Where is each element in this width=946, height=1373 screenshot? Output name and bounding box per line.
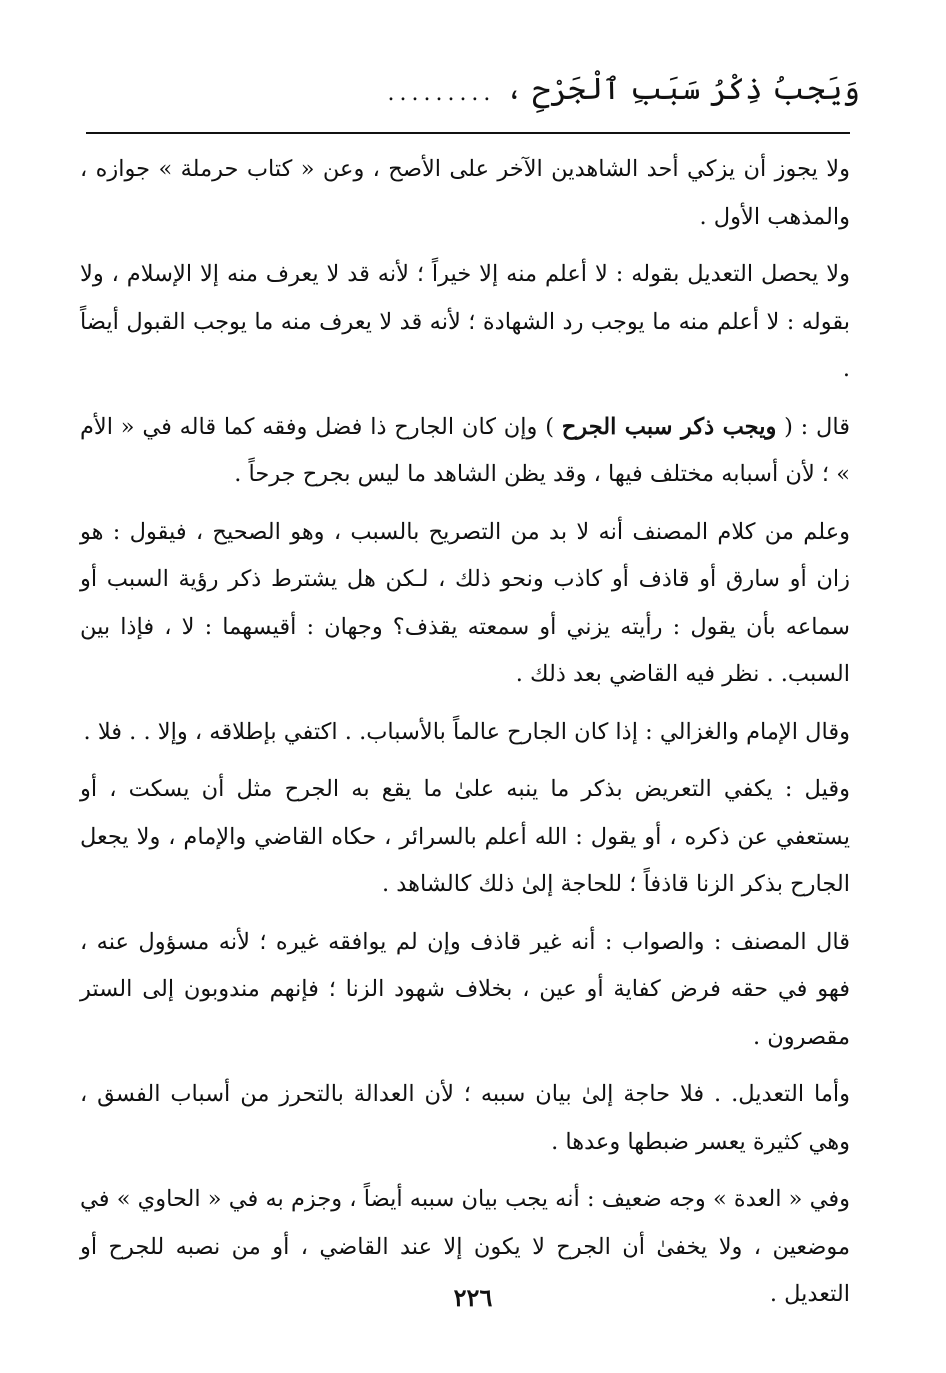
paragraph: ولا يجوز أن يزكي أحد الشاهدين الآخر على الأصح ، وعن « كتاب حرملة » جوازه ، والمذهب الأول .: [80, 156, 850, 230]
page-body: [80, 146, 850, 1329]
paragraph: قال المصنف : والصواب : أنه غير قاذف وإن لم يوافقه غيره ؛ لأنه مسؤول عنه ، فهو في حقه فرض كفاية أو عين ، بخلاف شهود الزنا ؛ فإنهم مندوبون إلى الستر مقصرون .: [80, 928, 850, 1050]
paragraph: وعلم من كلام المصنف أنه لا بد من التصريح بالسبب ، وهو الصحيح ، فيقول : هو زان أو سارق أو قاذف أو كاذب ونحو ذلك ، لـكن هل يشترط ذكر رؤية السبب أو سماعه بأن يقول : رأيته يزني أو سمعته يقذف؟ وجهان : أقيسهما : لا ، فإذا بين السبب. . نظر فيه القاضي بعد ذلك .: [80, 518, 850, 687]
header-title: وَيَجبُ ذِكْرُ سَبَبِ ٱلْجَرْحِ ،: [505, 72, 860, 107]
header-rule: [86, 132, 850, 134]
paragraph-prefix: قال : (: [776, 413, 850, 440]
paragraph: وقيل : يكفي التعريض بذكر ما ينبه علىٰ ما يقع به الجرح مثل أن يسكت ، أو يستعفي عن ذكره ، أو يقول : الله أعلم بالسرائر ، حكاه القاضي والإمام ، ولا يجعل الجارح بذكر الزنا قاذفاً ؛ للحاجة إلىٰ ذلك كالشاهد .: [80, 776, 850, 897]
paragraph: وفي « العدة » وجه ضعيف : أنه يجب بيان سببه أيضاً ، وجزم به في « الحاوي » في موضعين ، ولا يخفىٰ أن الجرح لا يكون إلا عند القاضي ، أو من نصبه للجرح أو التعديل .: [80, 1186, 850, 1307]
page-number: ٢٢٦: [453, 1283, 493, 1312]
header-dots: .........: [387, 81, 496, 106]
paragraph-matn-quote: [80, 404, 850, 499]
paragraph-suffix: ) وإن كان الجارح ذا فضل وفقه كما قاله في « الأم » ؛ لأن أسبابه مختلف فيها ، وقد يظن الشاهد ما ليس بجرح جرحاً .: [80, 413, 850, 487]
matn-quote: ويجب ذكر سبب الجرح: [561, 413, 777, 440]
paragraph: ولا يحصل التعديل بقوله : لا أعلم منه إلا خيراً ؛ لأنه قد لا يعرف منه إلا الإسلام ، ولا بقوله : لا أعلم منه ما يوجب رد الشهادة ؛ لأنه قد لا يعرف منه ما يوجب القبول أيضاً .: [80, 261, 850, 382]
paragraph: وقال الإمام والغزالي : إذا كان الجارح عالماً بالأسباب. . اكتفي بإطلاقه ، وإلا . . فلا .: [83, 718, 850, 745]
running-header: [86, 62, 860, 112]
paragraph: وأما التعديل. . فلا حاجة إلىٰ بيان سببه ؛ لأن العدالة بالتحرز من أسباب الفسق ، وهي كثيرة يعسر ضبطها وعدها .: [80, 1081, 850, 1155]
